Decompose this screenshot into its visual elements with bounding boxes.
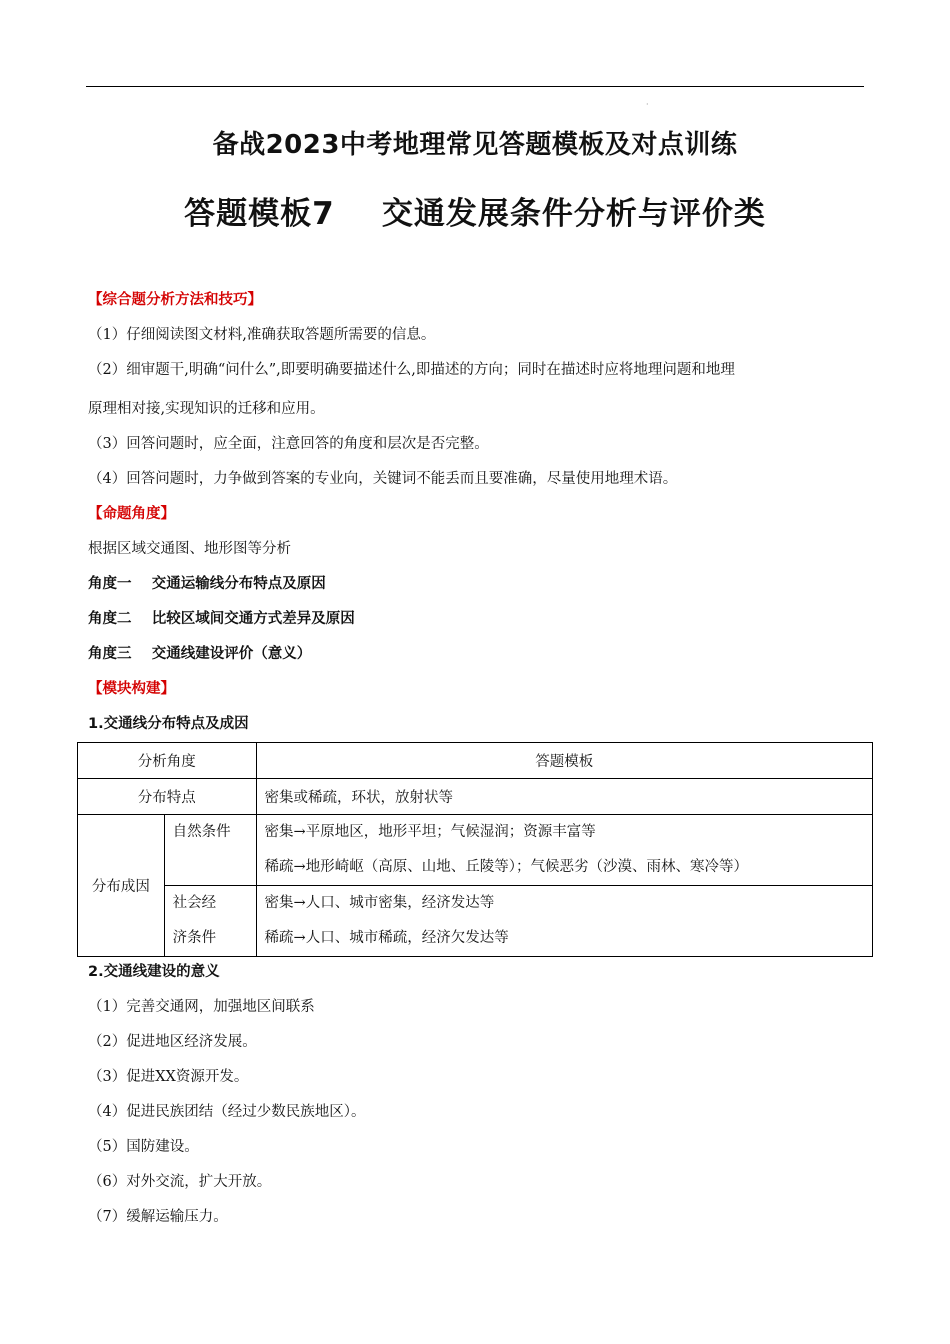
template-table — [77, 742, 873, 957]
header-angle-cell: 分析角度 — [78, 743, 257, 779]
cause-label-cell: 分布成因 — [78, 815, 165, 957]
table-row — [78, 779, 873, 815]
significance-item-1: （1）完善交通网，加强地区间联系 — [88, 999, 315, 1015]
section2-title: 2.交通线建设的意义 — [88, 964, 220, 980]
social-dense-line: 密集→人口、城市密集，经济发达等 — [264, 895, 495, 911]
social-label-line-2: 济条件 — [172, 930, 217, 946]
module-heading: 【模块构建】 — [88, 681, 175, 697]
header-rule — [86, 86, 864, 87]
angles-intro: 根据区域交通图、地形图等分析 — [88, 541, 291, 557]
methods-item-2: （2）细审题干,明确“问什么”,即要明确要描述什么,即描述的方向；同时在描述时应将地理问题和地理 — [88, 362, 735, 378]
social-label-cell — [164, 886, 256, 957]
social-sparse-line: 稀疏→人口、城市稀疏，经济欠发达等 — [264, 930, 509, 946]
document-title: 备战2023中考地理常见答题模板及对点训练 — [212, 130, 738, 160]
header-template-cell: 答题模板 — [256, 743, 872, 779]
significance-item-5: （5）国防建设。 — [88, 1139, 199, 1155]
natural-value-cell — [256, 815, 872, 886]
section1-title: 1.交通线分布特点及成因 — [88, 716, 249, 732]
methods-item-2-cont: 原理相对接,实现知识的迁移和应用。 — [88, 401, 325, 417]
feature-label-cell: 分布特点 — [78, 779, 257, 815]
feature-value-cell: 密集或稀疏，环状，放射状等 — [256, 779, 872, 815]
document-subtitle: 答题模板7 交通发展条件分析与评价类 — [184, 196, 766, 232]
methods-item-1: （1）仔细阅读图文材料,准确获取答题所需要的信息。 — [88, 327, 436, 343]
significance-item-4: （4）促进民族团结（经过少数民族地区）。 — [88, 1104, 366, 1120]
decorative-dot: · — [646, 100, 649, 109]
natural-dense-line: 密集→平原地区，地形平坦；气候湿润；资源丰富等 — [264, 824, 596, 840]
natural-label-cell — [164, 815, 256, 886]
significance-item-3: （3）促进XX资源开发。 — [88, 1069, 249, 1085]
social-value-cell — [256, 886, 872, 957]
table-row — [78, 815, 873, 886]
methods-item-3: （3）回答问题时，应全面，注意回答的角度和层次是否完整。 — [88, 436, 489, 452]
angle-item-2: 角度二 比较区域间交通方式差异及原因 — [88, 611, 355, 627]
table-header-row — [78, 743, 873, 779]
social-label-line-1: 社会经 — [172, 895, 217, 911]
methods-item-4: （4）回答问题时，力争做到答案的专业向，关键词不能丢而且要准确，尽量使用地理术语。 — [88, 471, 678, 487]
methods-heading: 【综合题分析方法和技巧】 — [88, 292, 262, 308]
natural-label: 自然条件 — [172, 824, 231, 840]
significance-item-2: （2）促进地区经济发展。 — [88, 1034, 257, 1050]
angles-heading: 【命题角度】 — [88, 506, 175, 522]
angle-item-1: 角度一 交通运输线分布特点及原因 — [88, 576, 326, 592]
significance-item-7: （7）缓解运输压力。 — [88, 1209, 228, 1225]
natural-sparse-line: 稀疏→地形崎岖（高原、山地、丘陵等）；气候恶劣（沙漠、雨林、寒冷等） — [264, 859, 748, 875]
angle-item-3: 角度三 交通线建设评价（意义） — [88, 646, 312, 662]
table-row — [78, 886, 873, 957]
significance-item-6: （6）对外交流，扩大开放。 — [88, 1174, 272, 1190]
